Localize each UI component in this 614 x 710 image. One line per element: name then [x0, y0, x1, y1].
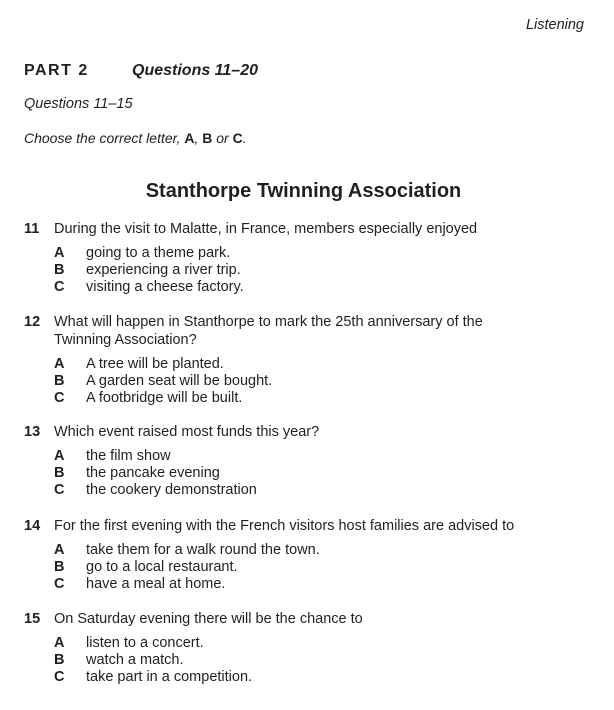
option-text: A footbridge will be built. — [86, 390, 243, 406]
option-letter: C — [54, 279, 65, 295]
option-text: listen to a concert. — [86, 635, 204, 651]
option-letter: A — [54, 356, 65, 372]
option-text: A tree will be planted. — [86, 356, 224, 372]
option-text: A garden seat will be bought. — [86, 373, 273, 389]
option-list — [54, 448, 584, 499]
option-list — [54, 245, 584, 296]
option-a[interactable] — [54, 635, 584, 652]
instruction-suffix: . — [242, 130, 247, 146]
option-letter: C — [54, 576, 65, 592]
option-c[interactable] — [54, 482, 584, 499]
option-text: the cookery demonstration — [86, 482, 257, 498]
option-c[interactable] — [54, 279, 584, 296]
question-number: 13 — [24, 424, 41, 440]
option-letter: A — [54, 245, 65, 261]
question-text: Which event raised most funds this year? — [54, 424, 320, 440]
option-text: go to a local restaurant. — [86, 559, 238, 575]
option-letter: B — [54, 373, 65, 389]
option-a[interactable] — [54, 356, 584, 373]
question-14 — [24, 517, 584, 593]
option-letter: C — [54, 482, 65, 498]
option-letter: B — [54, 559, 65, 575]
option-text: have a meal at home. — [86, 576, 226, 592]
option-letter: B — [54, 262, 65, 278]
option-letter: A — [54, 635, 65, 651]
part-heading — [24, 62, 258, 80]
option-list — [54, 635, 584, 686]
question-text: What will happen in Stanthorpe to mark the 25th anniversary of the Twinning Association? — [54, 314, 483, 348]
question-number: 11 — [24, 221, 40, 237]
option-b[interactable] — [54, 373, 584, 390]
option-text: the film show — [86, 448, 171, 464]
option-b[interactable] — [54, 262, 584, 279]
section-title: Stanthorpe Twinning Association — [145, 180, 462, 202]
question-stem — [24, 517, 584, 535]
question-number: 15 — [24, 611, 41, 627]
option-letter: A — [54, 448, 65, 464]
instruction-or: or — [212, 130, 233, 146]
option-b[interactable] — [54, 465, 584, 482]
option-text: visiting a cheese factory. — [86, 279, 244, 295]
option-text: take part in a competition. — [86, 669, 253, 685]
option-text: experiencing a river trip. — [86, 262, 241, 278]
option-a[interactable] — [54, 448, 584, 465]
questions-subheading: Questions 11–15 — [24, 96, 133, 112]
instruction-prefix: Choose the correct letter, — [24, 130, 185, 146]
option-letter: B — [54, 465, 65, 481]
option-a[interactable] — [54, 542, 584, 559]
option-list — [54, 356, 584, 407]
instruction-letter-a: A — [184, 130, 195, 146]
question-text: On Saturday evening there will be the chance to — [54, 611, 363, 627]
option-a[interactable] — [54, 245, 584, 262]
question-13 — [24, 423, 584, 499]
question-stem — [24, 220, 584, 238]
option-letter: A — [54, 542, 65, 558]
option-b[interactable] — [54, 559, 584, 576]
question-stem — [24, 610, 584, 628]
question-11 — [24, 220, 584, 296]
question-15 — [24, 610, 584, 686]
option-text: take them for a walk round the town. — [86, 542, 320, 558]
part-label: PART 2 — [24, 62, 89, 79]
question-number: 12 — [24, 314, 41, 330]
question-stem — [24, 423, 584, 441]
question-12 — [24, 313, 584, 407]
question-text: During the visit to Malatte, in France, members especially enjoyed — [54, 221, 478, 237]
option-c[interactable] — [54, 390, 584, 407]
question-text: For the first evening with the French visitors host families are advised to — [54, 518, 515, 534]
instruction-sep: , — [194, 130, 203, 146]
instruction-letter-c: C — [232, 130, 243, 146]
option-list — [54, 542, 584, 593]
option-b[interactable] — [54, 652, 584, 669]
instruction-text — [24, 130, 247, 146]
option-letter: C — [54, 669, 65, 685]
question-stem — [24, 313, 584, 349]
option-c[interactable] — [54, 576, 584, 593]
option-c[interactable] — [54, 669, 584, 686]
instruction-letter-b: B — [202, 130, 213, 146]
option-text: going to a theme park. — [86, 245, 231, 261]
option-letter: B — [54, 652, 65, 668]
option-letter: C — [54, 390, 65, 406]
option-text: the pancake evening — [86, 465, 220, 481]
section-label: Listening — [525, 17, 584, 33]
question-number: 14 — [24, 518, 41, 534]
part-questions-range: Questions 11–20 — [132, 62, 258, 79]
option-text: watch a match. — [86, 652, 184, 668]
